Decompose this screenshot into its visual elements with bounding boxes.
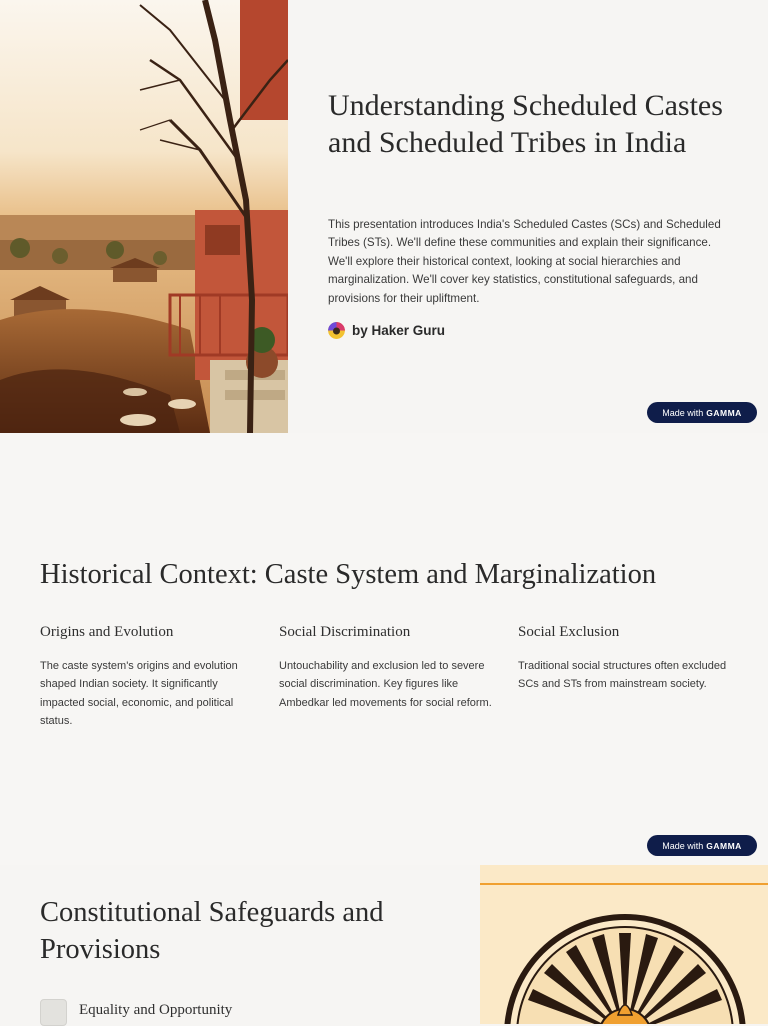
ashoka-chakra-image [480, 865, 768, 1024]
column-discrimination [279, 621, 494, 712]
column-heading: Social Discrimination [279, 624, 411, 640]
column-exclusion [518, 621, 733, 694]
badge-brand: GAMMA [706, 840, 742, 851]
badge-brand: GAMMA [706, 407, 742, 418]
intro-paragraph: This presentation introduces India's Scheduled Castes (SCs) and Scheduled Tribes (STs). We'll define these communities and explain their significance. We'll explore their historical context, looking at social hierarchies and marginalization. We'll cover key statistics, constitutional safeguards, and provisions for their upliftment. [328, 218, 721, 305]
slide-historical-context [0, 433, 768, 865]
presentation-title: Understanding Scheduled Castes and Scheduled Tribes in India [328, 89, 723, 159]
village-hero-image [0, 0, 288, 433]
made-with-gamma-badge[interactable] [647, 402, 757, 423]
item-icon-box [40, 999, 67, 1026]
slide-title [0, 0, 768, 433]
author-avatar [328, 322, 345, 339]
author-name: by Haker Guru [352, 323, 446, 338]
made-with-gamma-badge[interactable] [647, 835, 757, 856]
column-heading: Social Exclusion [518, 624, 620, 640]
badge-prefix: Made with [662, 840, 704, 851]
column-body: The caste system's origins and evolution shaped Indian society. It significantly impacted social, economic, and political status. [40, 660, 238, 728]
column-heading: Origins and Evolution [40, 624, 174, 640]
author-byline [328, 322, 445, 339]
safeguards-title: Constitutional Safeguards and Provisions [40, 897, 384, 965]
item-label: Equality and Opportunity [79, 1002, 233, 1018]
slide-constitutional-safeguards [0, 865, 768, 1024]
column-body: Traditional social structures often excluded SCs and STs from mainstream society. [518, 660, 727, 691]
badge-prefix: Made with [662, 407, 704, 418]
historical-context-title: Historical Context: Caste System and Marginalization [40, 559, 657, 590]
column-body: Untouchability and exclusion led to severe social discrimination. Key figures like Ambedkar led movements for social reform. [279, 660, 492, 709]
list-item [40, 999, 232, 1026]
column-origins [40, 621, 255, 731]
